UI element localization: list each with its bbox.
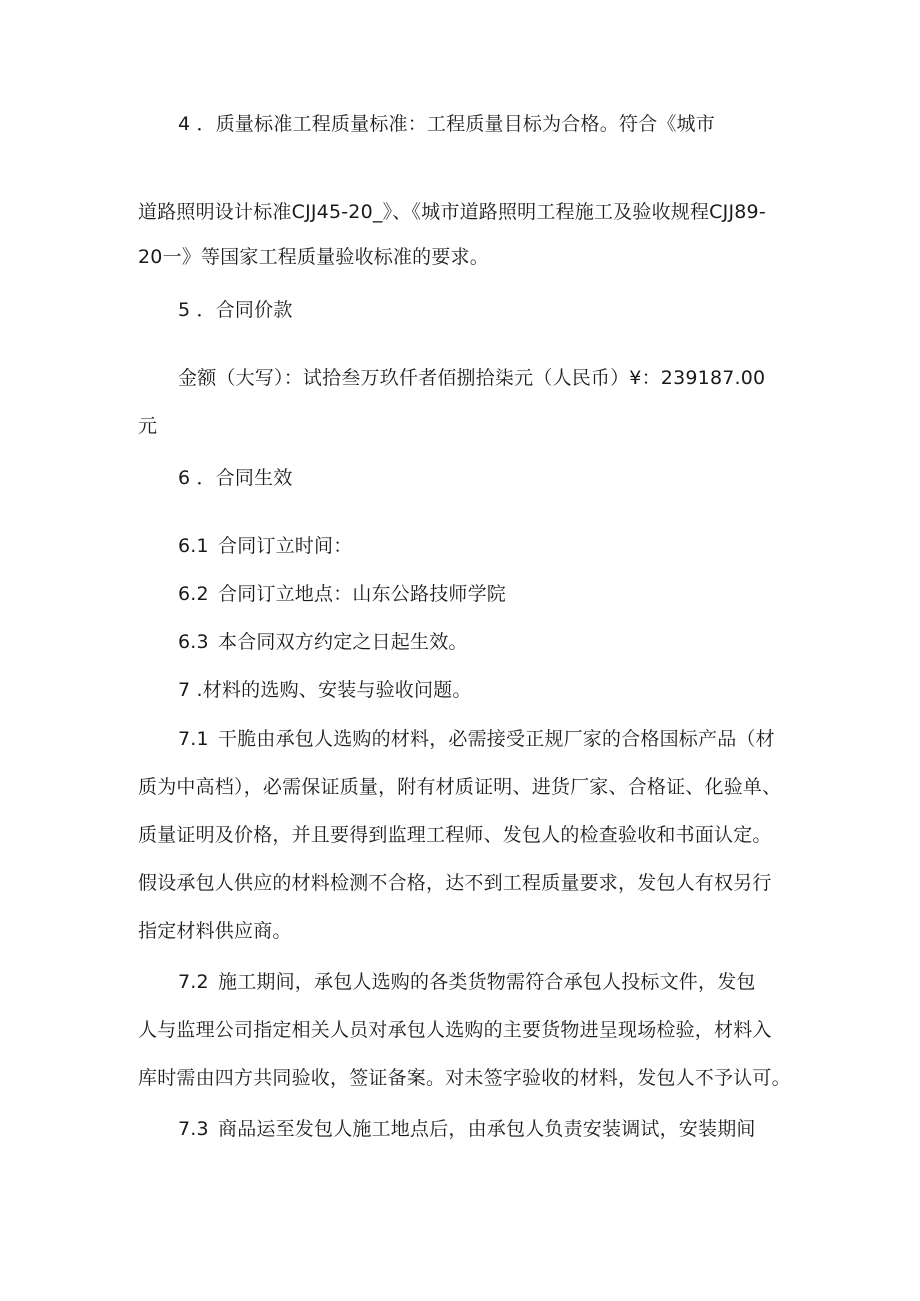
clause-number: 6.3 <box>178 631 209 653</box>
clause-number: 7.3 <box>178 1118 209 1140</box>
clause-7-1-line-4: 假设承包人供应的材料检测不合格，达不到工程质量要求，发包人有权另行 <box>138 872 772 894</box>
clause-text: 合同订立时间： <box>218 535 353 557</box>
amount-line-1: 金额（大写）：试拾叁万玖仟者佰捌拾柒元（人民币）¥：239187.00 <box>178 367 766 389</box>
clause-number: 6.1 <box>178 535 209 557</box>
section-5-heading: 5 ．合同价款 <box>178 299 293 321</box>
clause-6-3 <box>178 630 798 654</box>
clause-7-2-line-1 <box>178 970 798 994</box>
clause-text: 商品运至发包人施工地点后，由承包人负责安装调试，安装期间 <box>218 1118 756 1140</box>
clause-text: 合同订立地点：山东公路技师学院 <box>218 583 507 605</box>
amount-line-2: 元 <box>138 415 158 437</box>
clause-7-2-line-2: 人与监理公司指定相关人员对承包人选购的主要货物进呈现场检验，材料入 <box>138 1019 772 1041</box>
section-7-heading: 7 .材料的选购、安装与验收问题。 <box>178 679 472 701</box>
clause-6-2 <box>178 582 798 606</box>
clause-7-3-line-1 <box>178 1117 798 1141</box>
clause-number: 7.1 <box>178 728 209 750</box>
clause-7-1-line-3: 质量证明及价格，并且要得到监理工程师、发包人的检查验收和书面认定。 <box>138 824 772 846</box>
clause-text: 干脆由承包人选购的材料，必需接受正规厂家的合格国标产品（材 <box>218 728 775 750</box>
clause-7-1-line-5: 指定材料供应商。 <box>138 920 292 942</box>
clause-number: 7.2 <box>178 971 209 993</box>
clause-7-1-line-2: 质为中高档），必需保证质量，附有材质证明、进货厂家、合格证、化验单、 <box>138 776 782 798</box>
section-4-line-3: 20一》等国家工程质量验收标准的要求。 <box>138 246 489 268</box>
clause-text: 本合同双方约定之日起生效。 <box>218 631 468 653</box>
clause-6-1 <box>178 534 798 558</box>
clause-text: 施工期间，承包人选购的各类货物需符合承包人投标文件，发包 <box>218 971 756 993</box>
section-4-line-2: 道路照明设计标准CJJ45-20_》、《城市道路照明工程施工及验收规程CJJ89- <box>138 201 766 223</box>
clause-7-2-line-3: 库时需由四方共同验收，签证备案。对未签字验收的材料，发包人不予认可。 <box>138 1067 791 1089</box>
clause-7-1-line-1 <box>178 727 798 751</box>
section-6-heading: 6 ．合同生效 <box>178 467 293 489</box>
clause-number: 6.2 <box>178 583 209 605</box>
section-4-line-1: 4 ．质量标准工程质量标准：工程质量目标为合格。符合《城市 <box>178 113 715 135</box>
